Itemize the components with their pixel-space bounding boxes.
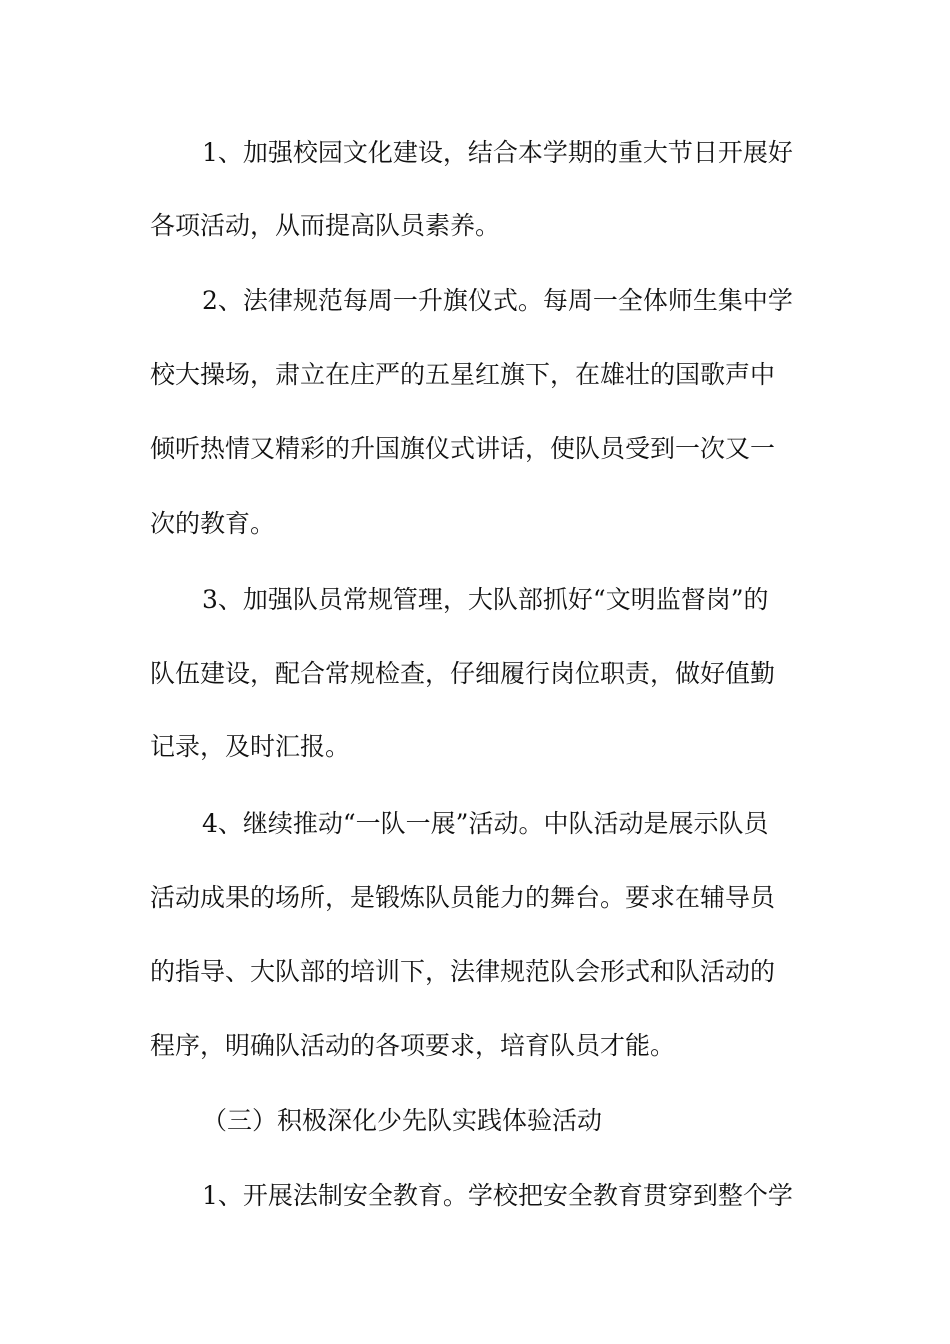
- paragraph-line: 次的教育。: [150, 509, 276, 538]
- paragraph-line: 2、法律规范每周一升旗仪式。每周一全体师生集中学: [202, 286, 793, 315]
- paragraph-line: 4、继续推动“一队一展”活动。中队活动是展示队员: [202, 809, 769, 838]
- paragraph-line: 程序，明确队活动的各项要求，培育队员才能。: [150, 1031, 676, 1060]
- paragraph-line: 的指导、大队部的培训下，法律规范队会形式和队活动的: [150, 957, 776, 986]
- paragraph-line: 记录，及时汇报。: [150, 732, 351, 761]
- paragraph-line: 校大操场，肃立在庄严的五星红旗下，在雄壮的国歌声中: [150, 360, 776, 389]
- paragraph-line: 3、加强队员常规管理，大队部抓好“文明监督岗”的: [202, 585, 769, 614]
- paragraph-line: 各项活动，从而提高队员素养。: [150, 211, 501, 240]
- paragraph-line: 倾听热情又精彩的升国旗仪式讲话，使队员受到一次又一: [150, 434, 776, 463]
- section-heading: （三）积极深化少先队实践体验活动: [202, 1106, 603, 1135]
- paragraph-line: 活动成果的场所，是锻炼队员能力的舞台。要求在辅导员: [150, 883, 776, 912]
- paragraph-line: 1、开展法制安全教育。学校把安全教育贯穿到整个学: [202, 1181, 793, 1210]
- paragraph-line: 1、加强校园文化建设，结合本学期的重大节日开展好: [202, 138, 793, 167]
- paragraph-line: 队伍建设，配合常规检查，仔细履行岗位职责，做好值勤: [150, 659, 776, 688]
